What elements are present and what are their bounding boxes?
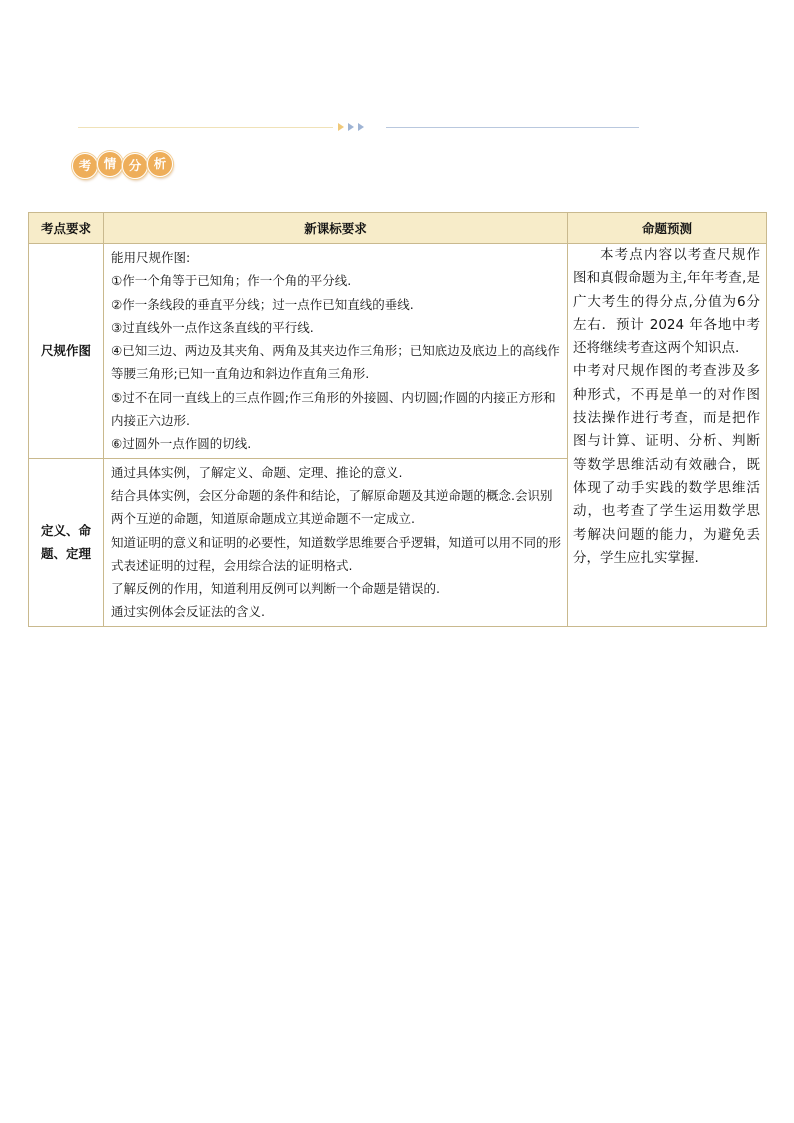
- table-row: [29, 244, 767, 459]
- standard-line: 能用尺规作图:: [111, 250, 191, 265]
- standard-line: 通过具体实例，了解定义、命题、定理、推论的意义.: [111, 464, 403, 480]
- topic-cell: 定义、命题、定理: [29, 458, 104, 626]
- badge-char: 情: [97, 151, 123, 177]
- standard-line: ③过直线外一点作这条直线的平行线.: [111, 319, 314, 335]
- prediction-cell: [568, 244, 767, 627]
- topic-cell: 尺规作图: [29, 244, 104, 459]
- prediction-paragraph: 中考对尺规作图的考查涉及多种形式，不再是单一的对作图技法操作进行考查，而是把作图与计算、证明、分析、判断等数学思维活动有效融合，既体现了动手实践的数学思维活动，也考查了学生运用数学思考解决问题的能力，为避免丢分，学生应扎实掌握.: [573, 363, 760, 566]
- standard-line: ①作一个角等于已知角；作一个角的平分线.: [111, 273, 352, 289]
- prediction-paragraph: 本考点内容以考查尺规作图和真假命题为主,年年考查,是广大考生的得分点,分值为6分左右．预计 2024 年各地中考还将继续考查这两个知识点.: [573, 247, 760, 357]
- header-rule-left: [78, 127, 333, 128]
- standard-line: ②作一条线段的垂直平分线；过一点作已知直线的垂线.: [111, 296, 414, 312]
- standard-line: 了解反例的作用，知道利用反例可以判断一个命题是错误的.: [111, 581, 440, 597]
- standard-line: ⑤过不在同一直线上的三点作圆;作三角形的外接圆、内切圆;作圆的内接正方形和内接正六边形.: [111, 389, 556, 429]
- standard-line: 通过实例体会反证法的含义.: [111, 604, 265, 620]
- standard-line: ⑥过圆外一点作圆的切线.: [111, 436, 252, 452]
- header-standard: 新课标要求: [104, 213, 568, 244]
- badge-char: 考: [72, 153, 98, 179]
- header-topic: 考点要求: [29, 213, 104, 244]
- standard-line: 结合具体实例，会区分命题的条件和结论，了解原命题及其逆命题的概念.会识别两个互逆的命题，知道原命题成立其逆命题不一定成立.: [111, 487, 553, 527]
- badge-char: 分: [122, 153, 148, 179]
- header-rule-right: [386, 127, 639, 128]
- header-prediction: 命题预测: [568, 213, 767, 244]
- table-header-row: [29, 213, 767, 244]
- standard-line: ④已知三边、两边及其夹角、两角及其夹边作三角形；已知底边及底边上的高线作等腰三角形;已知一直角边和斜边作直角三角形.: [111, 343, 560, 382]
- badge-char: 析: [147, 151, 173, 177]
- standard-cell: [104, 244, 568, 459]
- section-badge: [72, 152, 172, 180]
- standard-line: 知道证明的意义和证明的必要性，知道数学思维要合乎逻辑，知道可以用不同的形式表述证明的过程，会用综合法的证明格式.: [111, 534, 562, 573]
- double-arrow-icon: [335, 119, 375, 135]
- standard-cell: [104, 458, 568, 626]
- requirements-table: [28, 212, 767, 627]
